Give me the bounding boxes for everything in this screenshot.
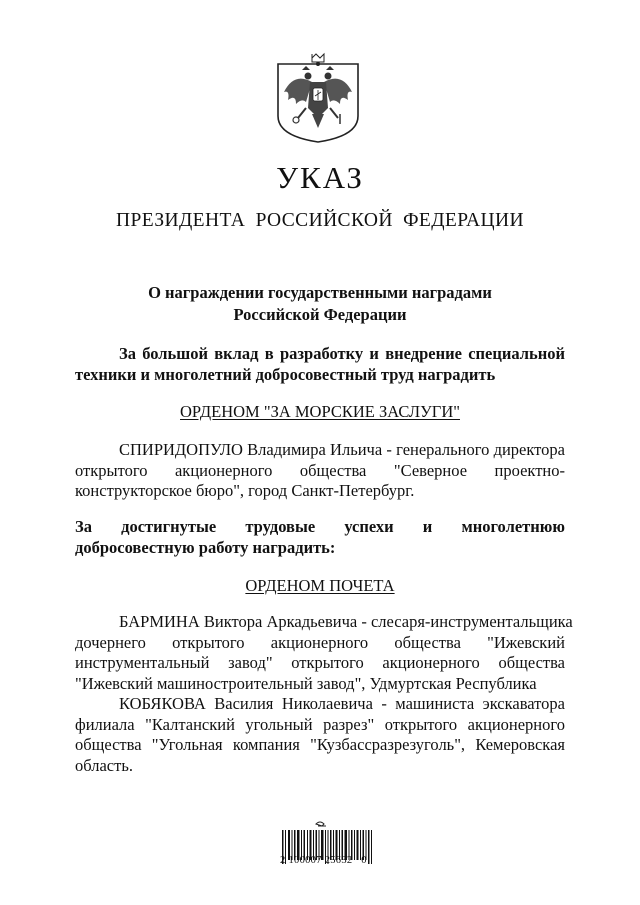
- decree-subtitle: ПРЕЗИДЕНТА РОССИЙСКОЙ ФЕДЕРАЦИИ: [116, 210, 524, 231]
- subject-line: О награждении государственными наградами: [148, 283, 492, 302]
- section1-intro: [75, 344, 565, 385]
- recipient-spiridopulo: [75, 440, 565, 502]
- coat-of-arms-emblem: [276, 52, 360, 144]
- recipient-line: конструкторское бюро", город Санкт-Петербург.: [75, 481, 415, 500]
- recipient-line: дочернего открытого акционерного общества "Ижевский: [75, 632, 565, 652]
- intro-line: За большой вклад в разработку и внедрение специальной: [119, 344, 565, 363]
- award-heading-2: [0, 576, 640, 596]
- recipient-line: СПИРИДОПУЛО Владимира Ильича - генерального директора: [119, 440, 565, 459]
- award-title: ОРДЕНОМ "ЗА МОРСКИЕ ЗАСЛУГИ": [180, 402, 460, 421]
- recipient-line: филиала "Калтанский угольный разрез" открытого акционерного: [75, 714, 565, 734]
- recipient-line: БАРМИНА Виктора Аркадьевича - слесаря-инструментальщика: [119, 612, 573, 631]
- recipient-line: "Ижевский машиностроительный завод", Удмуртская Республика: [75, 673, 537, 693]
- intro-line: За достигнутые трудовые успехи и многолетнюю: [75, 517, 565, 536]
- subject-line: Российской Федерации: [233, 305, 407, 324]
- recipient-line: открытого акционерного общества "Северное проектно-: [75, 460, 565, 480]
- decree-title: УКАЗ: [276, 160, 364, 195]
- intro-line: добросовестную работу наградить:: [75, 537, 336, 557]
- award-heading-1: [0, 402, 640, 422]
- decree-subject: [0, 282, 640, 326]
- recipient-line: область.: [75, 755, 133, 775]
- section2-intro: [75, 517, 565, 558]
- recipient-barmin: [75, 612, 573, 694]
- barcode-number: 2 100007 25632 0: [280, 855, 367, 866]
- award-title: ОРДЕНОМ ПОЧЕТА: [245, 576, 395, 595]
- intro-line: техники и многолетний добросовестный труд наградить: [75, 364, 496, 384]
- recipient-line: инструментальный завод" открытого акционерного общества: [75, 653, 565, 672]
- recipient-kobyakov: [75, 694, 565, 776]
- recipient-line: КОБЯКОВА Василия Николаевича - машиниста экскаватора: [119, 694, 565, 713]
- recipient-line: общества "Угольная компания "Кузбассразрезуголь", Кемеровская: [75, 735, 565, 754]
